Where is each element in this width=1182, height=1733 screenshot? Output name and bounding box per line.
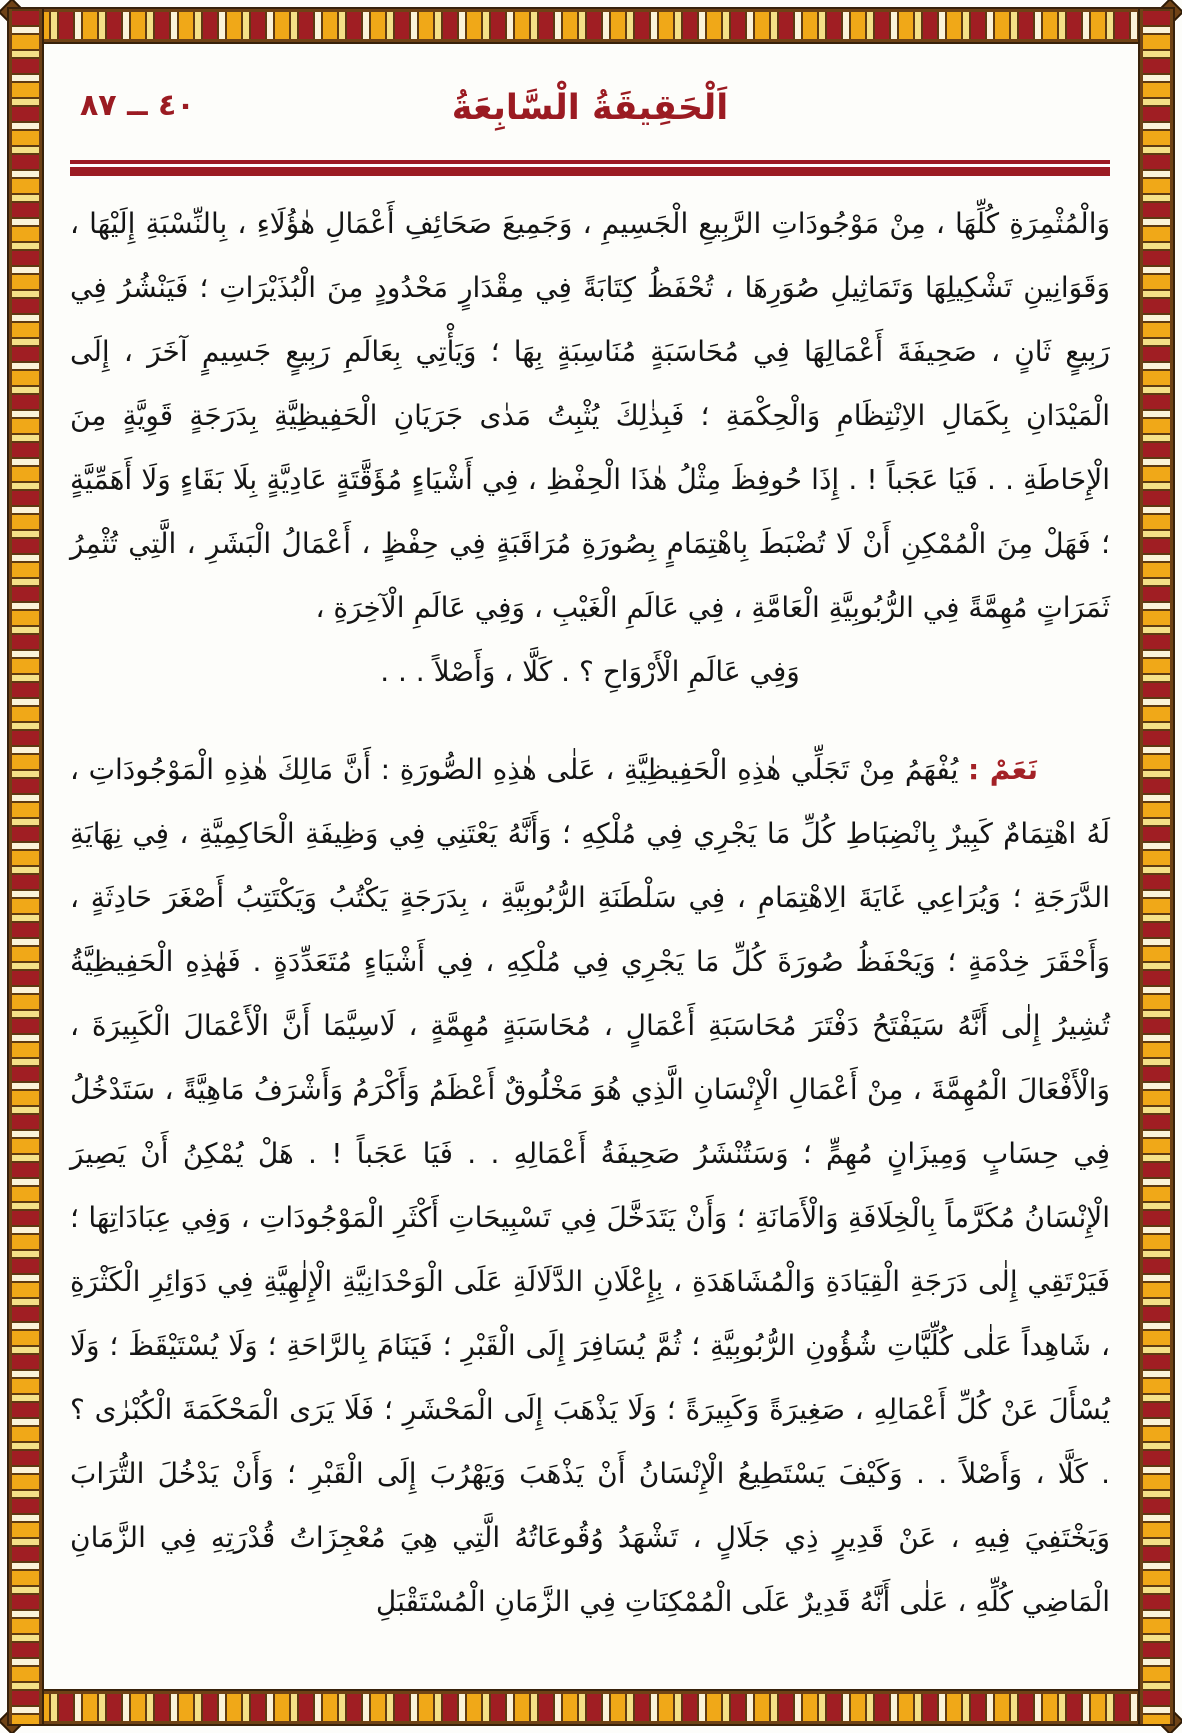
page-content xyxy=(42,42,1140,1691)
body-text xyxy=(70,192,1110,1634)
separator-rule-thin xyxy=(70,160,1110,164)
paragraph-2-text: يُفْهَمُ مِنْ تَجَلِّي هٰذِهِ الْحَفِيظِيَّةِ ، عَلٰى هٰذِهِ الصُّورَةِ : أَنَّ مَالِكَ هٰذِهِ الْمَوْجُودَاتِ ، لَهُ اهْتِمَامٌ كَبِيرٌ بِانْضِبَاطِ كُلِّ مَا يَجْرِي فِي مُلْكِهِ ؛ وَأَنَّهُ يَعْتَنِي فِي وَظِيفَةِ الْحَاكِمِيَّةِ ، فِي نِهَايَةِ الدَّرَجَةِ ؛ وَيُرَاعِي غَايَةَ الِاهْتِمَامِ ، فِي سَلْطَنَةِ الرُّبُوبِيَّةِ ، بِدَرَجَةٍ يَكْتُبُ وَيَكْتَتِبُ أَصْغَرَ حَادِثَةٍ ، وَأَحْقَرَ خِدْمَةٍ ؛ وَيَحْفَظُ صُورَةَ كُلِّ مَا يَجْرِي فِي مُلْكِهِ ، فِي أَشْيَاءٍ مُتَعَدِّدَةٍ . فَهٰذِهِ الْحَفِيظِيَّةُ تُشِيرُ إِلٰى أَنَّهُ سَيَفْتَحُ دَفْتَرَ مُحَاسَبَةِ أَعْمَالٍ ، مُحَاسَبَةٍ مُهِمَّةٍ ، لَاسِيَّمَا أَنَّ الْأَعْمَالَ الْكَبِيرَةَ ، وَالْأَفْعَالَ الْمُهِمَّةَ ، مِنْ أَعْمَالِ الْإِنْسَانِ الَّذِي هُوَ مَخْلُوقٌ أَعْظَمُ وَأَكْرَمُ وَأَشْرَفُ مَاهِيَّةً ، سَتَدْخُلُ فِي حِسَابٍ وَمِيزَانٍ مُهِمٍّ ؛ وَسَتُنْشَرُ صَحِيفَةُ أَعْمَالِهِ . . فَيَا عَجَباً ! . هَلْ يُمْكِنُ أَنْ يَصِيرَ الْإِنْسَانُ مُكَرَّماً بِالْخِلَافَةِ وَالْأَمَانَةِ ؛ وَأَنْ يَتَدَخَّلَ فِي تَسْبِيحَاتِ أَكْثَرِ الْمَوْجُودَاتِ ، وَفِي عِبَادَاتِهَا ؛ فَيَرْتَقِي إِلٰى دَرَجَةِ الْقِيَادَةِ وَالْمُشَاهَدَةِ ، بِإِعْلَانِ الدَّلَالَةِ عَلَى الْوَحْدَانِيَّةِ الْإِلٰهِيَّةِ فِي دَوَائِرِ الْكَثْرَةِ ، شَاهِداً عَلٰى كُلِّيَّاتِ شُؤُونِ الرُّبُوبِيَّةِ ؛ ثُمَّ يُسَافِرَ إِلَى الْقَبْرِ ؛ فَيَنَامَ بِالرَّاحَةِ ؛ وَلَا يُسْتَيْقَظَ ؛ وَلَا يُسْأَلَ عَنْ كُلِّ أَعْمَالِهِ ، صَغِيرَةً وَكَبِيرَةً ؛ وَلَا يَذْهَبَ إِلَى الْمَحْشَرِ ؛ فَلَا يَرَى الْمَحْكَمَةَ الْكُبْرٰى ؟ . كَلَّا ، وَأَصْلاً . . وَكَيْفَ يَسْتَطِيعُ الْإِنْسَانُ أَنْ يَذْهَبَ وَيَهْرُبَ إِلَى الْقَبْرِ ؛ وَأَنْ يَدْخُلَ التُّرَابَ وَيَخْتَفِيَ فِيهِ ، عَنْ قَدِيرٍ ذِي جَلَالٍ ، تَشْهَدُ وُقُوعَاتُهُ الَّتِي هِيَ مُعْجِزَاتُ قُدْرَتِهِ فِي الزَّمَانِ الْمَاضِي كُلِّهِ ، عَلٰى أَنَّهُ قَدِيرٌ عَلَى الْمُمْكِنَاتِ فِي الزَّمَانِ الْمُسْتَقْبَلِ xyxy=(70,753,1110,1618)
paragraph-1-closing-line: وَفِي عَالَمِ الْأَرْوَاحِ ؟ . كَلَّا ، وَأَصْلاً . . . xyxy=(380,655,800,688)
page-title: اَلْحَقِيقَةُ الْسَّابِعَةُ xyxy=(451,88,729,128)
paragraph-2 xyxy=(70,738,1110,1634)
page-number: ٤٠ ــ ٨٧ xyxy=(80,88,195,123)
ornamental-border-bottom xyxy=(9,1691,1173,1724)
page-header xyxy=(70,78,1110,144)
separator-rule-thick xyxy=(70,167,1110,176)
ornamental-border-top xyxy=(9,9,1173,42)
ornamental-border-right xyxy=(1140,9,1173,1724)
paragraph-1: وَالْمُثْمِرَةِ كُلِّهَا ، مِنْ مَوْجُودَاتِ الرَّبِيعِ الْجَسِيمِ ، وَجَمِيعَ صَحَائِفِ أَعْمَالِ هٰؤُلَاءِ ، بِالنِّسْبَةِ إِلَيْهَا ، وَقَوَانِينِ تَشْكِيلِهَا وَتَمَاثِيلِ صُوَرِهَا ، تُحْفَظُ كِتَابَةً فِي مِقْدَارٍ مَحْدُودٍ مِنَ الْبُذَيْرَاتِ ؛ فَيَنْشُرُ فِي رَبِيعٍ ثَانٍ ، صَحِيفَةَ أَعْمَالِهَا فِي مُحَاسَبَةٍ مُنَاسِبَةٍ بِهَا ؛ وَيَأْتِي بِعَالَمِ رَبِيعٍ جَسِيمٍ آخَرَ ، إِلَى الْمَيْدَانِ بِكَمَالِ الاِنْتِظَامِ وَالْحِكْمَةِ ؛ فَبِذٰلِكَ يُثْبِتُ مَدٰى جَرَيَانِ الْحَفِيظِيَّةِ بِدَرَجَةٍ قَوِيَّةٍ مِنَ الْإِحَاطَةِ . . فَيَا عَجَباً ! . إِذَا حُوفِظَ مِثْلُ هٰذَا الْحِفْظِ ، فِي أَشْيَاءٍ مُؤَقَّتَةٍ عَادِيَّةٍ بِلَا بَقَاءٍ وَلَا أَهَمِّيَّةٍ ؛ فَهَلْ مِنَ الْمُمْكِنِ أَنْ لَا تُضْبَطَ بِاهْتِمَامٍ بِصُورَةِ مُرَاقَبَةٍ فِي حِفْظٍ ، أَعْمَالُ الْبَشَرِ ، الَّتِي تُثْمِرُ ثَمَرَاتٍ مُهِمَّةً فِي الرُّبُوبِيَّةِ الْعَامَّةِ ، فِي عَالَمِ الْغَيْبِ ، وَفِي عَالَمِ الْآخِرَةِ ، xyxy=(70,207,1110,624)
ornamental-border-left xyxy=(9,9,42,1724)
paragraph-2-lead-word: نَعَمْ : xyxy=(968,753,1038,786)
header-separator-rule xyxy=(70,160,1110,176)
